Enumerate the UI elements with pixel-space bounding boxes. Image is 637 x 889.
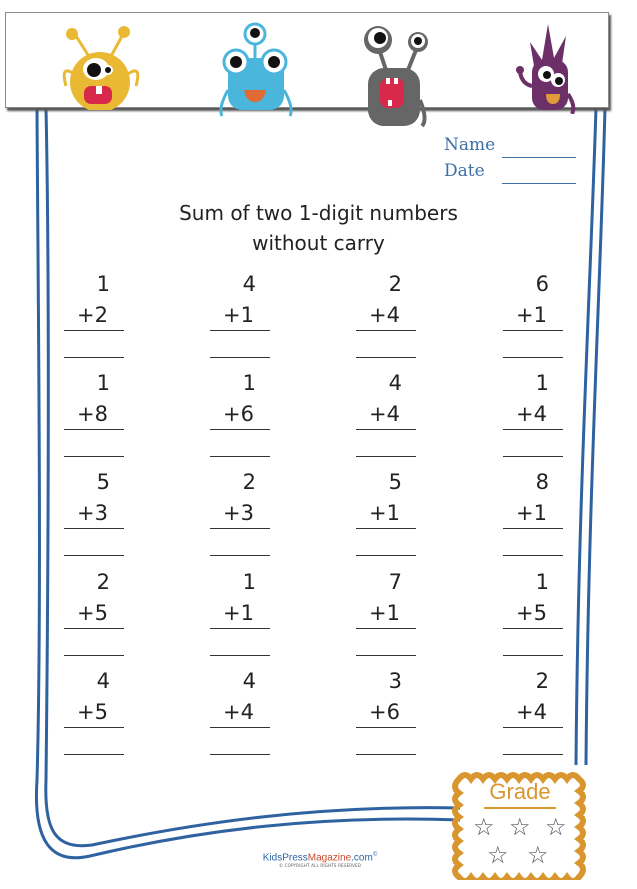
addend-bottom: +4 [210,697,270,728]
addend-top: 1 [242,371,256,395]
addend-top: 4 [242,272,256,296]
name-blank[interactable] [502,139,576,158]
answer-blank[interactable] [210,728,270,755]
name-field[interactable] [444,132,576,158]
answer-blank[interactable] [64,529,124,556]
addend-bottom: +8 [64,399,124,430]
worksheet-title [0,198,637,258]
answer-blank[interactable] [356,728,416,755]
addend-top: 5 [388,470,402,494]
star-icon[interactable]: ☆ [545,813,567,841]
addition-problem [356,566,416,656]
addend-bottom: +3 [64,498,124,529]
addition-problem [356,466,416,556]
addend-bottom: +5 [64,598,124,629]
date-label: Date [444,161,485,181]
answer-blank[interactable] [356,529,416,556]
addend-top: 2 [96,570,110,594]
addition-problem [356,268,416,358]
addend-top: 1 [96,272,110,296]
answer-blank[interactable] [356,629,416,656]
addend-bottom: +5 [503,598,563,629]
date-blank[interactable] [502,165,576,184]
grade-underline [484,807,556,809]
gray-monster-icon [356,20,436,128]
brand-kidspress: KidsPress [262,852,308,864]
answer-blank[interactable] [356,430,416,457]
addition-problem [503,268,563,358]
addition-problem [356,367,416,457]
addend-top: 2 [535,669,549,693]
name-date-fields [444,132,576,184]
addition-problem [64,566,124,656]
addend-bottom: +1 [356,598,416,629]
addend-bottom: +1 [210,300,270,331]
addition-problem [64,268,124,358]
addend-bottom: +4 [356,300,416,331]
brand-com: .com [351,852,373,864]
answer-blank[interactable] [356,331,416,358]
addend-top: 4 [96,669,110,693]
addend-bottom: +1 [503,498,563,529]
addition-problem [503,466,563,556]
star-icon[interactable]: ☆ [527,841,549,869]
blue-monster-icon [212,20,298,120]
addition-problem [356,665,416,755]
addend-top: 2 [388,272,402,296]
addition-problem [210,665,270,755]
addend-bottom: +4 [503,697,563,728]
addend-bottom: +6 [356,697,416,728]
answer-blank[interactable] [64,728,124,755]
answer-blank[interactable] [210,529,270,556]
addend-top: 4 [388,371,402,395]
addition-problem [210,466,270,556]
grade-label: Grade [489,779,551,804]
footer-brand [250,852,390,868]
addend-bottom: +4 [356,399,416,430]
answer-blank[interactable] [210,629,270,656]
addend-bottom: +6 [210,399,270,430]
addend-bottom: +1 [503,300,563,331]
date-field[interactable] [444,158,576,184]
name-label: Name [444,135,496,155]
star-icon[interactable]: ☆ [487,841,509,869]
answer-blank[interactable] [210,331,270,358]
addend-top: 1 [535,570,549,594]
answer-blank[interactable] [64,629,124,656]
answer-blank[interactable] [64,430,124,457]
addend-bottom: +4 [503,399,563,430]
title-line-2: without carry [252,231,385,255]
brand-mark: © [372,852,378,858]
answer-blank[interactable] [503,331,563,358]
addend-top: 7 [388,570,402,594]
addition-problem [210,566,270,656]
addend-bottom: +1 [356,498,416,529]
answer-blank[interactable] [503,430,563,457]
grade-box [447,767,593,880]
answer-blank[interactable] [64,331,124,358]
purple-monster-icon [514,24,586,114]
addend-top: 2 [242,470,256,494]
answer-blank[interactable] [503,529,563,556]
addition-problem [503,665,563,755]
answer-blank[interactable] [210,430,270,457]
title-line-1: Sum of two 1-digit numbers [179,201,458,225]
answer-blank[interactable] [503,629,563,656]
addend-top: 4 [242,669,256,693]
addend-bottom: +5 [64,697,124,728]
addend-top: 3 [388,669,402,693]
brand-logo [250,852,390,863]
addend-top: 6 [535,272,549,296]
answer-blank[interactable] [503,728,563,755]
star-icon[interactable]: ☆ [509,813,531,841]
star-icon[interactable]: ☆ [473,813,495,841]
addend-bottom: +3 [210,498,270,529]
addition-problem [210,268,270,358]
addend-top: 1 [96,371,110,395]
brand-magazine: Magazine [307,852,352,864]
addition-problem [503,367,563,457]
addend-bottom: +1 [210,598,270,629]
addition-problem [64,466,124,556]
addend-top: 8 [535,470,549,494]
addition-problem [64,665,124,755]
copyright-text: © COPYRIGHT ALL RIGHTS RESERVED [278,863,362,869]
addition-problem [210,367,270,457]
addend-bottom: +2 [64,300,124,331]
addend-top: 1 [535,371,549,395]
addition-problem [503,566,563,656]
addition-problem [64,367,124,457]
yellow-monster-icon [52,24,148,110]
addend-top: 5 [96,470,110,494]
addend-top: 1 [242,570,256,594]
